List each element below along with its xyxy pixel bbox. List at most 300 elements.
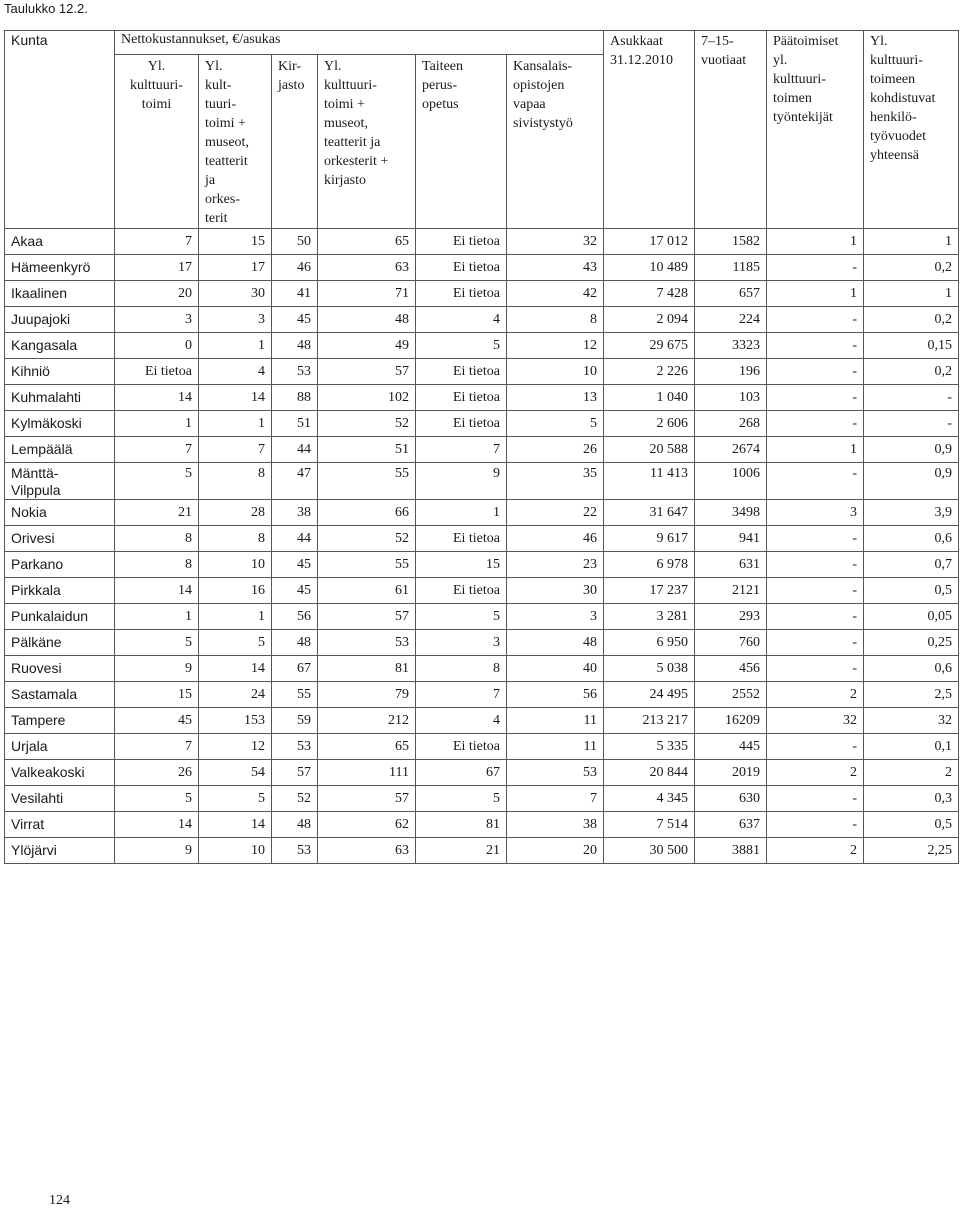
cell-c10: - — [864, 411, 959, 437]
cell-c6: 56 — [507, 682, 604, 708]
table-row — [5, 552, 959, 578]
cell-kunta: Virrat — [5, 812, 115, 838]
cell-c2: 12 — [199, 734, 272, 760]
cell-c8: 224 — [695, 307, 767, 333]
cell-c4: 51 — [318, 437, 416, 463]
table-row — [5, 229, 959, 255]
cell-c4: 212 — [318, 708, 416, 734]
table-row — [5, 656, 959, 682]
cell-c4: 52 — [318, 411, 416, 437]
cell-c9: - — [767, 255, 864, 281]
cell-c6: 22 — [507, 500, 604, 526]
cell-c7: 9 617 — [604, 526, 695, 552]
table-body — [5, 229, 959, 864]
cell-c8: 760 — [695, 630, 767, 656]
header-yl-museot: Yl. kult- tuuri- toimi + museot, teatterit ja orkes- terit — [199, 55, 272, 229]
cell-c9: - — [767, 552, 864, 578]
cell-c10: 0,25 — [864, 630, 959, 656]
cell-c4: 62 — [318, 812, 416, 838]
cell-c7: 20 588 — [604, 437, 695, 463]
cell-c9: - — [767, 385, 864, 411]
cell-c1: 5 — [115, 786, 199, 812]
cell-c3: 44 — [272, 526, 318, 552]
cell-c6: 23 — [507, 552, 604, 578]
cell-c8: 3498 — [695, 500, 767, 526]
cell-kunta: Ylöjärvi — [5, 838, 115, 864]
table-row — [5, 630, 959, 656]
cell-c8: 2121 — [695, 578, 767, 604]
cell-c7: 29 675 — [604, 333, 695, 359]
cell-c7: 3 281 — [604, 604, 695, 630]
cell-c9: - — [767, 307, 864, 333]
table-row — [5, 255, 959, 281]
table-row — [5, 604, 959, 630]
cell-c3: 88 — [272, 385, 318, 411]
cell-c6: 8 — [507, 307, 604, 333]
cell-c5: 81 — [416, 812, 507, 838]
cell-c9: - — [767, 734, 864, 760]
cell-c9: - — [767, 526, 864, 552]
cell-c2: 14 — [199, 385, 272, 411]
cell-c8: 3323 — [695, 333, 767, 359]
cell-c8: 637 — [695, 812, 767, 838]
cell-c4: 111 — [318, 760, 416, 786]
cell-c3: 44 — [272, 437, 318, 463]
cell-c6: 40 — [507, 656, 604, 682]
cell-c3: 48 — [272, 333, 318, 359]
cell-c10: 2,25 — [864, 838, 959, 864]
cell-c8: 1185 — [695, 255, 767, 281]
cell-kunta: Akaa — [5, 229, 115, 255]
header-yl-kulttuuritoimi: Yl. kulttuuri- toimi — [115, 55, 199, 229]
cell-c8: 456 — [695, 656, 767, 682]
cell-c5: Ei tietoa — [416, 526, 507, 552]
cell-kunta: Juupajoki — [5, 307, 115, 333]
cell-c7: 4 345 — [604, 786, 695, 812]
cell-c2: 8 — [199, 526, 272, 552]
cell-c10: 0,2 — [864, 359, 959, 385]
cell-c2: 1 — [199, 411, 272, 437]
cell-kunta: Urjala — [5, 734, 115, 760]
cell-c4: 57 — [318, 604, 416, 630]
cell-c8: 1006 — [695, 463, 767, 500]
cell-kunta: Pirkkala — [5, 578, 115, 604]
cell-c2: 5 — [199, 630, 272, 656]
cell-c9: - — [767, 786, 864, 812]
cell-kunta: Kangasala — [5, 333, 115, 359]
cell-kunta: Punkalaidun — [5, 604, 115, 630]
table-row — [5, 385, 959, 411]
cell-c3: 56 — [272, 604, 318, 630]
table-row — [5, 333, 959, 359]
cell-c8: 631 — [695, 552, 767, 578]
cell-c8: 1582 — [695, 229, 767, 255]
header-kansalaisopistot: Kansalais- opistojen vapaa sivistystyö — [507, 55, 604, 229]
cell-c1: 8 — [115, 552, 199, 578]
cell-c3: 53 — [272, 838, 318, 864]
cell-c10: 0,1 — [864, 734, 959, 760]
cell-c6: 48 — [507, 630, 604, 656]
cell-c4: 65 — [318, 734, 416, 760]
cell-c1: 14 — [115, 812, 199, 838]
cell-c6: 43 — [507, 255, 604, 281]
cell-kunta: Orivesi — [5, 526, 115, 552]
table-row — [5, 578, 959, 604]
cell-c9: 2 — [767, 760, 864, 786]
cell-c8: 268 — [695, 411, 767, 437]
cell-c4: 63 — [318, 838, 416, 864]
cell-kunta: Lempäälä — [5, 437, 115, 463]
cell-c7: 6 978 — [604, 552, 695, 578]
cell-c2: 5 — [199, 786, 272, 812]
cell-c9: 3 — [767, 500, 864, 526]
cell-c6: 3 — [507, 604, 604, 630]
cell-c9: - — [767, 411, 864, 437]
cell-kunta: Valkeakoski — [5, 760, 115, 786]
cell-c1: 5 — [115, 630, 199, 656]
cell-c10: 0,15 — [864, 333, 959, 359]
cell-c5: 7 — [416, 437, 507, 463]
cell-c1: 15 — [115, 682, 199, 708]
cell-c8: 630 — [695, 786, 767, 812]
cell-c6: 13 — [507, 385, 604, 411]
cell-c10: - — [864, 385, 959, 411]
cell-c2: 153 — [199, 708, 272, 734]
cell-c9: 2 — [767, 838, 864, 864]
cell-c1: 14 — [115, 578, 199, 604]
cell-c4: 71 — [318, 281, 416, 307]
table-row — [5, 708, 959, 734]
cell-c2: 15 — [199, 229, 272, 255]
cell-c7: 1 040 — [604, 385, 695, 411]
cell-c6: 12 — [507, 333, 604, 359]
cell-c5: 7 — [416, 682, 507, 708]
cell-c5: Ei tietoa — [416, 359, 507, 385]
cell-c2: 28 — [199, 500, 272, 526]
cell-c9: - — [767, 359, 864, 385]
cell-c6: 46 — [507, 526, 604, 552]
table-row — [5, 437, 959, 463]
cell-c9: 1 — [767, 281, 864, 307]
cell-c1: 45 — [115, 708, 199, 734]
cell-c8: 2552 — [695, 682, 767, 708]
cell-c3: 48 — [272, 812, 318, 838]
cell-c1: 14 — [115, 385, 199, 411]
cell-c5: 5 — [416, 333, 507, 359]
cell-c4: 65 — [318, 229, 416, 255]
cell-kunta: Kuhmalahti — [5, 385, 115, 411]
cell-c7: 11 413 — [604, 463, 695, 500]
cell-c5: 5 — [416, 604, 507, 630]
cell-c6: 26 — [507, 437, 604, 463]
table-row — [5, 760, 959, 786]
cell-c8: 103 — [695, 385, 767, 411]
cell-c3: 57 — [272, 760, 318, 786]
cell-c10: 2,5 — [864, 682, 959, 708]
cell-c4: 61 — [318, 578, 416, 604]
cell-c1: 17 — [115, 255, 199, 281]
header-vuotiaat: 7–15- vuotiaat — [695, 31, 767, 229]
cell-c7: 7 428 — [604, 281, 695, 307]
cell-c9: 2 — [767, 682, 864, 708]
table-row — [5, 411, 959, 437]
table-row — [5, 812, 959, 838]
cell-c1: 8 — [115, 526, 199, 552]
cell-c2: 16 — [199, 578, 272, 604]
cell-kunta: Ruovesi — [5, 656, 115, 682]
cell-c10: 0,5 — [864, 578, 959, 604]
cell-c7: 2 226 — [604, 359, 695, 385]
cell-c8: 3881 — [695, 838, 767, 864]
cell-c4: 63 — [318, 255, 416, 281]
cell-c10: 0,9 — [864, 437, 959, 463]
cell-c3: 53 — [272, 359, 318, 385]
cell-c7: 20 844 — [604, 760, 695, 786]
cell-c3: 48 — [272, 630, 318, 656]
cell-c4: 55 — [318, 463, 416, 500]
cell-c3: 47 — [272, 463, 318, 500]
cell-c3: 38 — [272, 500, 318, 526]
header-paatoimiset: Päätoimiset yl. kulttuuri- toimen työntekijät — [767, 31, 864, 229]
cell-c4: 48 — [318, 307, 416, 333]
cell-c2: 10 — [199, 838, 272, 864]
header-henkilotyovuodet: Yl. kulttuuri- toimeen kohdistuvat henkilö- työvuodet yhteensä — [864, 31, 959, 229]
cell-c10: 2 — [864, 760, 959, 786]
cell-c6: 10 — [507, 359, 604, 385]
cell-c1: 0 — [115, 333, 199, 359]
cell-c7: 30 500 — [604, 838, 695, 864]
cell-c3: 45 — [272, 307, 318, 333]
cell-c1: Ei tietoa — [115, 359, 199, 385]
cell-c10: 0,9 — [864, 463, 959, 500]
cell-c9: - — [767, 463, 864, 500]
cell-c3: 51 — [272, 411, 318, 437]
table-row — [5, 526, 959, 552]
cell-c5: Ei tietoa — [416, 734, 507, 760]
cell-c3: 59 — [272, 708, 318, 734]
cell-c8: 293 — [695, 604, 767, 630]
cell-c10: 1 — [864, 229, 959, 255]
header-asukkaat: Asukkaat 31.12.2010 — [604, 31, 695, 229]
cell-c5: 5 — [416, 786, 507, 812]
cell-c9: - — [767, 604, 864, 630]
cell-c6: 5 — [507, 411, 604, 437]
cell-c7: 10 489 — [604, 255, 695, 281]
cell-c10: 0,7 — [864, 552, 959, 578]
cell-c9: 32 — [767, 708, 864, 734]
cell-c6: 11 — [507, 708, 604, 734]
cell-kunta: Parkano — [5, 552, 115, 578]
cell-c3: 45 — [272, 578, 318, 604]
cell-c3: 53 — [272, 734, 318, 760]
cell-c2: 7 — [199, 437, 272, 463]
cell-c7: 5 038 — [604, 656, 695, 682]
cell-c2: 30 — [199, 281, 272, 307]
culture-costs-table — [4, 30, 959, 864]
table-row — [5, 307, 959, 333]
cell-c7: 7 514 — [604, 812, 695, 838]
cell-c1: 3 — [115, 307, 199, 333]
cell-c1: 9 — [115, 838, 199, 864]
cell-c2: 54 — [199, 760, 272, 786]
header-kunta: Kunta — [5, 31, 115, 229]
cell-c8: 2019 — [695, 760, 767, 786]
cell-c5: 4 — [416, 708, 507, 734]
cell-c3: 55 — [272, 682, 318, 708]
cell-c7: 2 606 — [604, 411, 695, 437]
cell-c4: 53 — [318, 630, 416, 656]
cell-c2: 24 — [199, 682, 272, 708]
cell-c2: 14 — [199, 656, 272, 682]
cell-c10: 0,3 — [864, 786, 959, 812]
cell-c9: - — [767, 656, 864, 682]
cell-c5: 67 — [416, 760, 507, 786]
cell-c10: 3,9 — [864, 500, 959, 526]
cell-c4: 79 — [318, 682, 416, 708]
cell-c6: 30 — [507, 578, 604, 604]
table-row — [5, 838, 959, 864]
cell-c7: 31 647 — [604, 500, 695, 526]
cell-c8: 445 — [695, 734, 767, 760]
cell-c1: 1 — [115, 411, 199, 437]
table-row — [5, 786, 959, 812]
cell-c1: 26 — [115, 760, 199, 786]
cell-kunta: Kihniö — [5, 359, 115, 385]
table-row — [5, 682, 959, 708]
cell-c5: Ei tietoa — [416, 578, 507, 604]
cell-c5: Ei tietoa — [416, 411, 507, 437]
cell-c4: 57 — [318, 359, 416, 385]
cell-c1: 7 — [115, 734, 199, 760]
cell-c6: 35 — [507, 463, 604, 500]
cell-c6: 20 — [507, 838, 604, 864]
cell-c9: 1 — [767, 229, 864, 255]
cell-c4: 57 — [318, 786, 416, 812]
cell-c8: 941 — [695, 526, 767, 552]
cell-c2: 4 — [199, 359, 272, 385]
header-nettokustannukset: Nettokustannukset, €/asukas — [115, 31, 604, 55]
cell-c1: 5 — [115, 463, 199, 500]
cell-c5: Ei tietoa — [416, 385, 507, 411]
cell-c10: 32 — [864, 708, 959, 734]
cell-c1: 1 — [115, 604, 199, 630]
cell-c3: 45 — [272, 552, 318, 578]
cell-c1: 21 — [115, 500, 199, 526]
cell-c9: - — [767, 333, 864, 359]
cell-c5: Ei tietoa — [416, 281, 507, 307]
cell-c4: 81 — [318, 656, 416, 682]
cell-c10: 0,5 — [864, 812, 959, 838]
cell-c1: 9 — [115, 656, 199, 682]
cell-c6: 42 — [507, 281, 604, 307]
cell-c10: 0,6 — [864, 526, 959, 552]
cell-c5: Ei tietoa — [416, 229, 507, 255]
cell-c3: 50 — [272, 229, 318, 255]
cell-c5: Ei tietoa — [416, 255, 507, 281]
cell-c9: - — [767, 812, 864, 838]
cell-c3: 52 — [272, 786, 318, 812]
cell-c1: 7 — [115, 437, 199, 463]
cell-kunta: Ikaalinen — [5, 281, 115, 307]
cell-c7: 17 012 — [604, 229, 695, 255]
table-row — [5, 359, 959, 385]
cell-c2: 17 — [199, 255, 272, 281]
cell-kunta: Hämeenkyrö — [5, 255, 115, 281]
cell-c5: 15 — [416, 552, 507, 578]
cell-c1: 7 — [115, 229, 199, 255]
cell-c7: 24 495 — [604, 682, 695, 708]
cell-c6: 38 — [507, 812, 604, 838]
cell-c2: 14 — [199, 812, 272, 838]
cell-kunta: Vesilahti — [5, 786, 115, 812]
cell-c3: 46 — [272, 255, 318, 281]
cell-c8: 16209 — [695, 708, 767, 734]
cell-c10: 0,6 — [864, 656, 959, 682]
cell-c7: 213 217 — [604, 708, 695, 734]
cell-c2: 1 — [199, 333, 272, 359]
cell-c2: 10 — [199, 552, 272, 578]
cell-c3: 67 — [272, 656, 318, 682]
cell-kunta: Kylmäkoski — [5, 411, 115, 437]
header-taiteen-perusopetus: Taiteen perus- opetus — [416, 55, 507, 229]
cell-c5: 1 — [416, 500, 507, 526]
cell-c10: 1 — [864, 281, 959, 307]
table-row — [5, 500, 959, 526]
cell-c2: 3 — [199, 307, 272, 333]
cell-c5: 21 — [416, 838, 507, 864]
cell-c7: 2 094 — [604, 307, 695, 333]
cell-c6: 53 — [507, 760, 604, 786]
cell-c2: 8 — [199, 463, 272, 500]
cell-c4: 102 — [318, 385, 416, 411]
cell-c9: - — [767, 578, 864, 604]
header-kirjasto: Kir- jasto — [272, 55, 318, 229]
cell-c4: 55 — [318, 552, 416, 578]
cell-c7: 6 950 — [604, 630, 695, 656]
cell-c10: 0,05 — [864, 604, 959, 630]
cell-c8: 196 — [695, 359, 767, 385]
cell-kunta: Nokia — [5, 500, 115, 526]
cell-c1: 20 — [115, 281, 199, 307]
cell-c5: 8 — [416, 656, 507, 682]
cell-c4: 52 — [318, 526, 416, 552]
cell-c6: 7 — [507, 786, 604, 812]
table-caption: Taulukko 12.2. — [4, 1, 88, 16]
cell-c10: 0,2 — [864, 255, 959, 281]
table-row — [5, 463, 959, 500]
cell-kunta: Sastamala — [5, 682, 115, 708]
header-yl-kirjasto: Yl. kulttuuri- toimi + museot, teatterit ja orkesterit + kirjasto — [318, 55, 416, 229]
cell-c6: 11 — [507, 734, 604, 760]
header-row-top — [5, 31, 959, 55]
cell-c3: 41 — [272, 281, 318, 307]
table-row — [5, 734, 959, 760]
cell-c8: 2674 — [695, 437, 767, 463]
cell-c4: 66 — [318, 500, 416, 526]
table-row — [5, 281, 959, 307]
cell-kunta: Tampere — [5, 708, 115, 734]
cell-c5: 4 — [416, 307, 507, 333]
cell-kunta: Mänttä- Vilppula — [5, 463, 115, 500]
cell-c5: 3 — [416, 630, 507, 656]
cell-c4: 49 — [318, 333, 416, 359]
cell-c10: 0,2 — [864, 307, 959, 333]
cell-c7: 17 237 — [604, 578, 695, 604]
cell-kunta: Pälkäne — [5, 630, 115, 656]
cell-c5: 9 — [416, 463, 507, 500]
cell-c9: 1 — [767, 437, 864, 463]
cell-c2: 1 — [199, 604, 272, 630]
